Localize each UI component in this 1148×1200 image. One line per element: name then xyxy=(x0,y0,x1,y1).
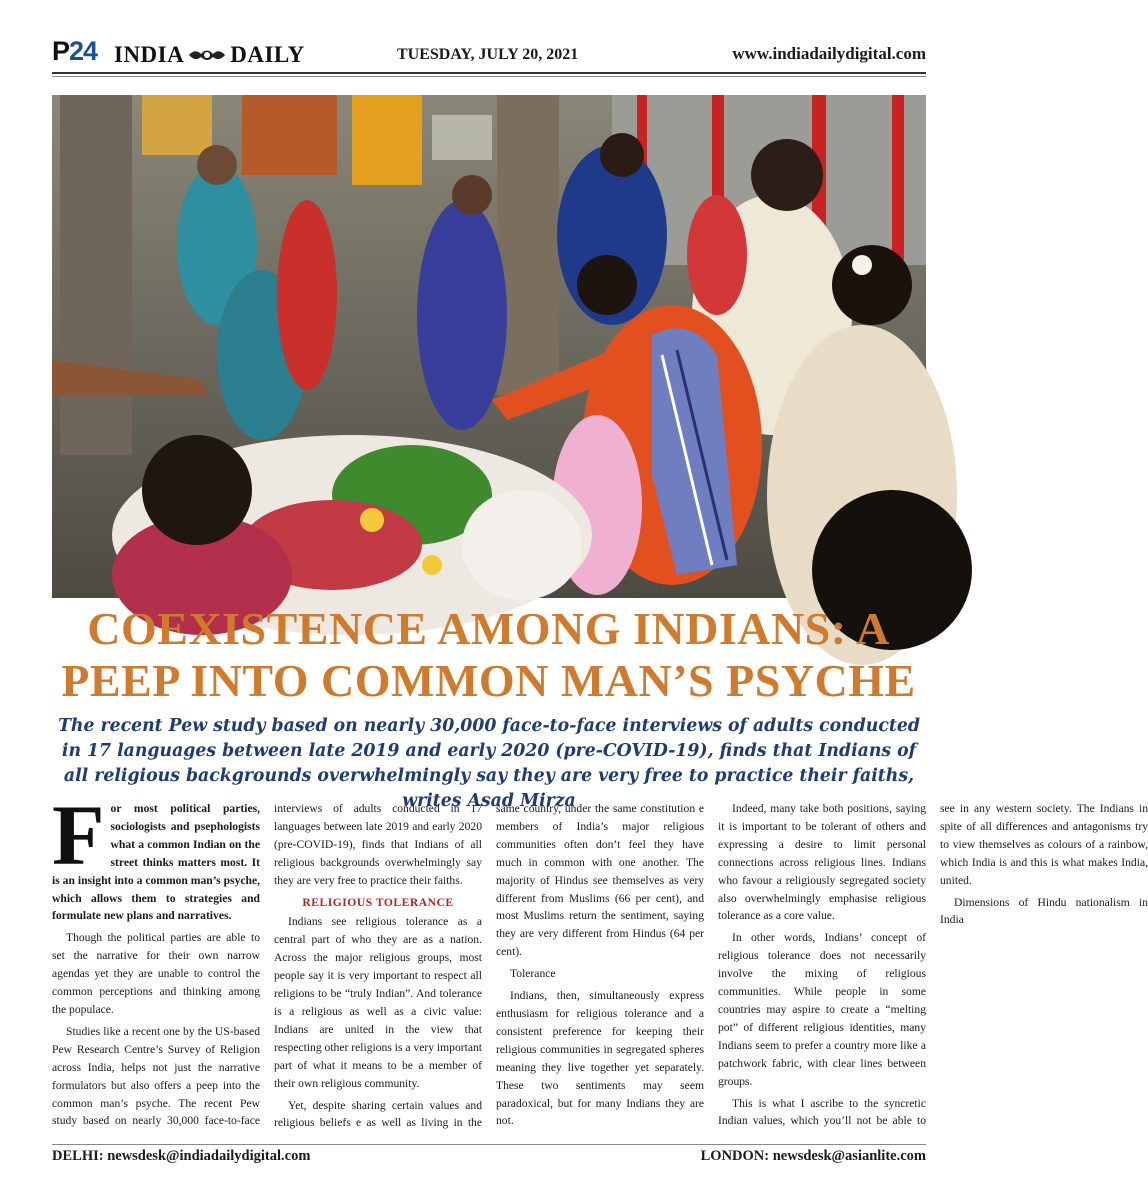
paper-name-left: INDIA xyxy=(114,42,185,67)
page-number: P24 xyxy=(52,36,98,66)
paragraph: Yet, despite sharing certain values and religious beliefs e as well as living in the same country, under the same constitution e members of India’s major religious communities often don’t feel they have much in common with one another. The majority of Hindus see themselves as very different from Muslims (66 per cent), and most Muslims return the sentiment, saying they are very different from Hindus (64 per cent). xyxy=(274,802,704,1130)
paragraph: In other words, Indians’ concept of religious tolerance does not necessarily involve the mixing of religious communities. While people in some countries may aspire to create a “melting pot” of different religious identities, many Indians seem to prefer a country more like a patchwork fabric, with clear lines between groups. xyxy=(718,931,926,1088)
delhi-contact[interactable]: DELHI: newsdesk@indiadailydigital.com xyxy=(52,1148,311,1164)
paragraph: Though the political parties are able to set the narrative for their own narrow agendas yet they are unable to control the common perceptions and thinking among the populace. xyxy=(52,931,260,1016)
paragraph: Indians see religious tolerance as a central part of who they are as a nation. Across the major religious groups, most people say it is very important to respect all religions to be “truly Indian”. And tolerance is a religious as well as a civic value: Indians are united in the view that respecting other religions is a very important part of what it means to be a member of their own religious community. xyxy=(274,915,482,1090)
paper-name-right: DAILY xyxy=(230,42,305,67)
masthead-rule xyxy=(52,72,926,74)
dropcap: F xyxy=(52,787,105,883)
lead-paragraph: For most political parties, sociologists and psephologists what a common Indian on the street thinks matters most. It is an insight into a common man’s psyche, which allows them to strategies and formulate new plans and narratives. xyxy=(52,787,260,923)
standfirst: The recent Pew study based on nearly 30,000 face-to-face interviews of adults conducted in 17 languages between late 2019 and early 2020 (pre-COVID-19), finds that Indians of all religious backgrounds overwhelmingly say they are very free to practice their faiths, writes Asad Mirza xyxy=(58,716,920,811)
footer-rule xyxy=(52,1144,926,1145)
masthead xyxy=(52,36,926,72)
paragraph: Indians, then, simultaneously express enthusiasm for religious tolerance and a consistent preference for keeping their religious communities in segregated spheres meaning they live together yet separately. These two sentiments may seem paradoxical, but for many Indians they are not. xyxy=(496,989,704,1128)
subhead: RELIGIOUS TOLERANCE xyxy=(302,895,454,909)
lead-photo xyxy=(52,95,926,598)
headline: COEXISTENCE AMONG INDIANS: A PEEP INTO COMMON MAN’S PSYCHE xyxy=(61,603,916,706)
paper-logo xyxy=(114,42,305,68)
paragraph: Indeed, many take both positions, saying it is important to be tolerant of others and expressing a desire to limit personal connections across religious lines. Indians who favour a religiously segregated society also overwhelmingly emphasise religious tolerance as a core value. xyxy=(718,802,926,923)
paragraph: Studies like a recent one by the US-based Pew Research Centre’s Survey of Religion across India, helps not just the narrative formulators but also offers a peep into the common man’s psyche. The recent Pew study based on nearly 30,000 face-to-face interviews of adults conducted in 17 languages between late 2019 and early 2020 (pre-COVID-19), finds that Indians of all religious backgrounds overwhelmingly say they are very free to practice their faiths. xyxy=(52,802,482,1128)
website-link[interactable]: www.indiadailydigital.com xyxy=(732,44,926,63)
footer xyxy=(52,1148,926,1168)
issue-date: TUESDAY, JULY 20, 2021 xyxy=(397,46,579,63)
article-body xyxy=(52,787,1148,1140)
emblem-icon xyxy=(187,46,227,64)
crowd-temple-offering-photo-icon xyxy=(52,95,926,598)
paragraph: Dimensions of Hindu nationalism in India xyxy=(940,895,1148,927)
paragraph: This is what I ascribe to the syncretic Indian values, which you’ll not be able to see in any western society. The Indians in spite of all differences and antagonisms try to view themselves as colours of a rainbow, which India is and this is what makes India, united. xyxy=(718,802,1148,1128)
paragraph: Tolerance xyxy=(510,967,556,981)
london-contact[interactable]: LONDON: newsdesk@asianlite.com xyxy=(700,1148,926,1164)
masthead-rule-thin xyxy=(52,76,926,77)
